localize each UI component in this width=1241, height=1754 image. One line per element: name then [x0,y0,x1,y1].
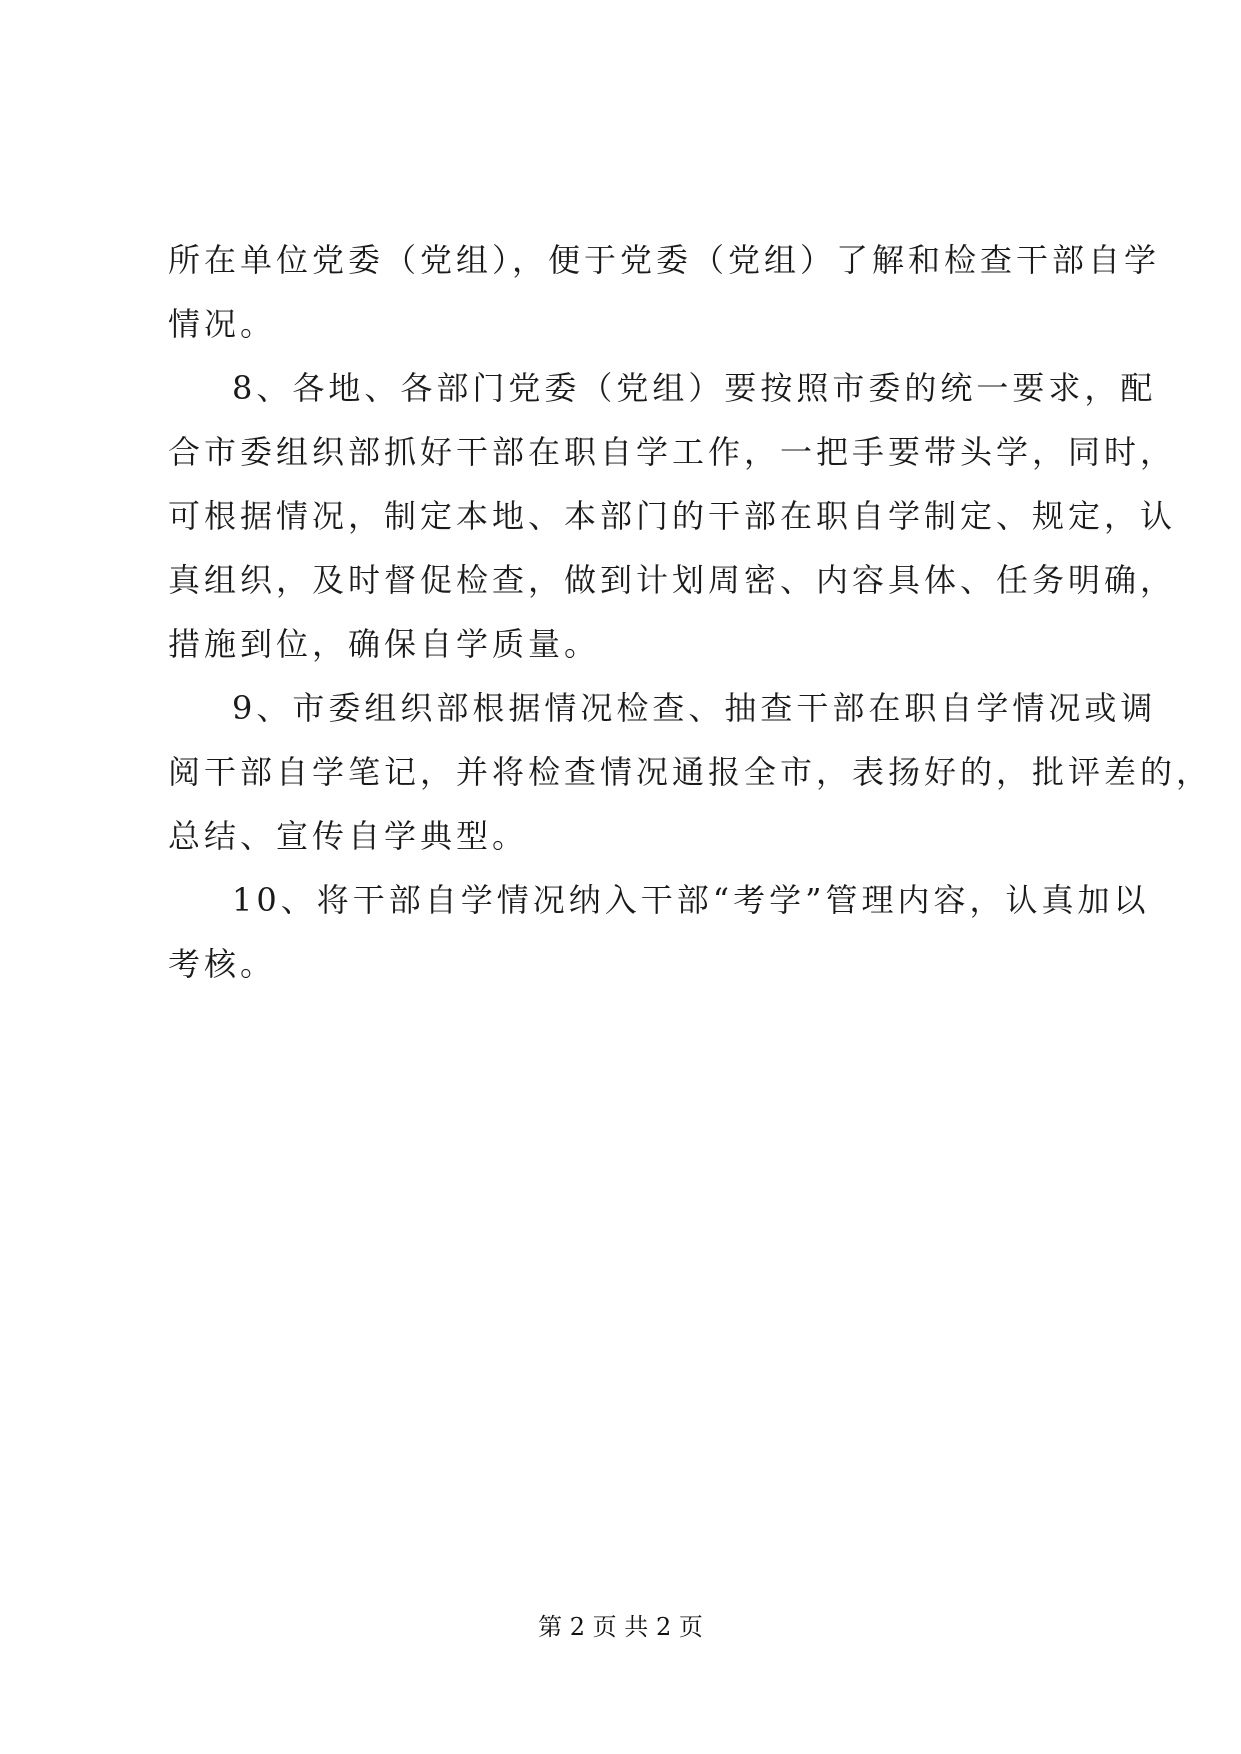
text-line-2-content: 情况。 [168,305,277,343]
text-line-6-content: 真组织，及时督促检查，做到计划周密、内容具体、任务明确， [168,561,1177,599]
text-line-8 [168,676,1157,740]
text-line-7-content: 措施到位，确保自学质量。 [168,625,601,663]
text-line-10-content: 总结、宣传自学典型。 [168,817,529,855]
document-body [168,228,1213,996]
text-line-3-content: 8、各地、各部门党委（党组）要按照市委的统一要求，配 [232,369,1157,407]
text-line-12-content: 考核。 [168,945,277,983]
text-line-1-content: 所在单位党委（党组），便于党委（党组）了解和检查干部自学 [168,241,1161,279]
text-line-6 [168,548,1177,612]
text-line-3 [168,356,1157,420]
text-line-1 [168,228,1161,292]
text-line-9-content: 阅干部自学笔记，并将检查情况通报全市，表扬好的，批评差的， [168,753,1213,791]
text-line-11 [168,868,1150,932]
text-line-5-content: 可根据情况，制定本地、本部门的干部在职自学制定、规定，认 [168,497,1177,535]
text-line-9 [168,740,1213,804]
text-line-7 [168,612,1088,676]
text-line-12 [168,932,1088,996]
text-line-11-content: 10、将干部自学情况纳入干部“考学”管理内容，认真加以 [232,881,1150,919]
text-line-4-content: 合市委组织部抓好干部在职自学工作，一把手要带头学，同时， [168,433,1177,471]
text-line-8-content: 9、市委组织部根据情况检查、抽查干部在职自学情况或调 [232,689,1157,727]
text-line-4 [168,420,1177,484]
text-line-10 [168,804,1088,868]
text-line-5 [168,484,1177,548]
text-line-2 [168,292,1088,356]
page-number-footer: 第 2 页 共 2 页 [538,1613,703,1641]
